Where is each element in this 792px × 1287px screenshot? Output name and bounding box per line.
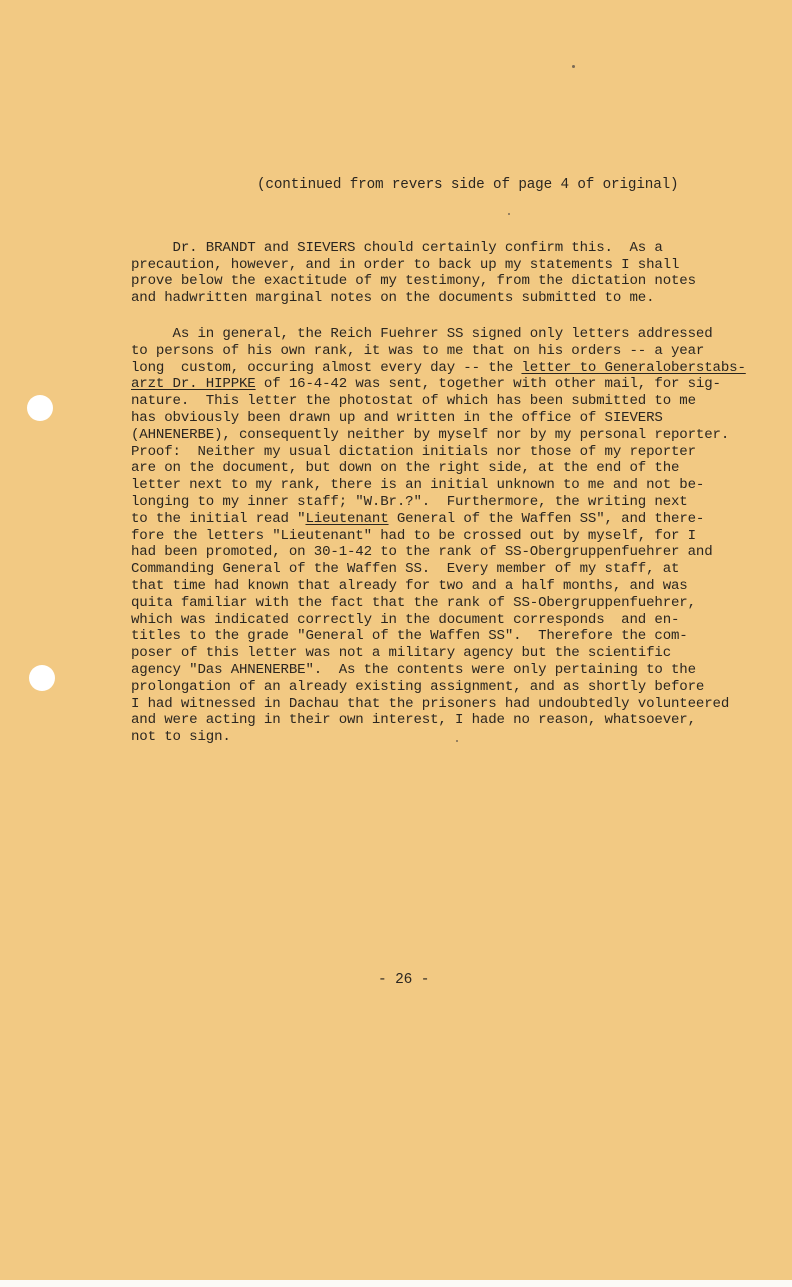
text-segment: Commanding General of the Waffen SS. Every member of my staff, at	[131, 561, 680, 578]
text-segment: to persons of his own rank, it was to me that on his orders -- a year	[131, 342, 705, 359]
text-line	[131, 628, 746, 645]
text-line	[131, 427, 746, 444]
text-line	[131, 376, 746, 393]
text-segment: that time had known that already for two and a half months, and was	[131, 577, 688, 594]
text-line	[131, 578, 746, 595]
text-line	[131, 477, 746, 494]
paragraph-1	[131, 240, 696, 306]
text-segment: to the initial read "	[131, 510, 306, 527]
text-segment: not to sign.	[131, 729, 231, 746]
text-segment: General of the Waffen SS", and there-	[388, 510, 705, 527]
text-line: and hadwritten marginal notes on the documents submitted to me.	[131, 289, 655, 306]
underlined-text: arzt Dr. HIPPKE	[131, 376, 256, 393]
underlined-text: Lieutenant	[305, 510, 389, 527]
text-segment: I had witnessed in Dachau that the prisoners had undoubtedly volunteered	[131, 695, 730, 712]
text-segment: quita familiar with the fact that the rank of SS-Obergruppenfuehrer,	[131, 594, 696, 611]
punch-hole	[27, 395, 53, 421]
text-line	[131, 494, 746, 511]
text-line	[131, 393, 746, 410]
text-line: precaution, however, and in order to back up my statements I shall	[131, 256, 680, 273]
text-segment: Proof: Neither my usual dictation initials nor those of my reporter	[131, 443, 696, 460]
punch-hole	[29, 665, 55, 691]
text-segment: poser of this letter was not a military agency but the scientific	[131, 645, 671, 662]
text-line	[131, 729, 746, 746]
text-line	[131, 528, 746, 545]
text-line	[131, 326, 746, 343]
text-line	[131, 712, 746, 729]
text-line	[131, 595, 746, 612]
text-line: Dr. BRANDT and SIEVERS chould certainly confirm this. As a	[131, 240, 663, 256]
text-segment: of 16-4-42 was sent, together with other mail, for sig-	[255, 376, 721, 393]
text-segment: titles to the grade "General of the Waffen SS". Therefore the com-	[131, 628, 688, 645]
text-segment: prolongation of an already existing assignment, and as shortly before	[131, 678, 705, 695]
text-segment: and were acting in their own interest, I hade no reason, whatsoever,	[131, 712, 696, 729]
text-line	[131, 645, 746, 662]
text-line	[131, 544, 746, 561]
text-segment: fore the letters "Lieutenant" had to be crossed out by myself, for I	[131, 527, 696, 544]
text-segment: letter next to my rank, there is an initial unknown to me and not be-	[131, 477, 705, 494]
text-line	[131, 561, 746, 578]
text-segment: which was indicated correctly in the document corresponds and en-	[131, 611, 680, 628]
paper-speck	[508, 213, 510, 215]
text-segment: (AHNENERBE), consequently neither by myself nor by my personal reporter.	[131, 426, 730, 443]
page-number: - 26 -	[378, 972, 430, 988]
page-bottom-edge	[0, 1280, 792, 1287]
text-line	[131, 662, 746, 679]
text-line: prove below the exactitude of my testimony, from the dictation notes	[131, 273, 696, 289]
underlined-text: letter to Generaloberstabs-	[521, 359, 746, 376]
text-line	[131, 360, 746, 377]
text-line	[131, 696, 746, 713]
text-line	[131, 343, 746, 360]
text-segment: As in general, the Reich Fuehrer SS signed only letters addressed	[131, 326, 713, 342]
text-segment: had been promoted, on 30-1-42 to the rank of SS-Obergruppenfuehrer and	[131, 544, 713, 561]
text-segment: agency "Das AHNENERBE". As the contents were only pertaining to the	[131, 661, 696, 678]
text-line	[131, 444, 746, 461]
text-segment: are on the document, but down on the right side, at the end of the	[131, 460, 680, 477]
continued-note: (continued from revers side of page 4 of original)	[257, 177, 679, 193]
paper-speck	[572, 65, 575, 68]
text-segment: nature. This letter the photostat of which has been submitted to me	[131, 393, 696, 410]
text-line	[131, 511, 746, 528]
text-line	[131, 679, 746, 696]
text-line	[131, 612, 746, 629]
text-segment: longing to my inner staff; "W.Br.?". Furthermore, the writing next	[131, 493, 688, 510]
paragraph-2	[131, 326, 746, 746]
text-segment: long custom, occuring almost every day -- the	[131, 359, 522, 376]
text-line	[131, 460, 746, 477]
text-line	[131, 410, 746, 427]
text-segment: has obviously been drawn up and written in the office of SIEVERS	[131, 409, 663, 426]
